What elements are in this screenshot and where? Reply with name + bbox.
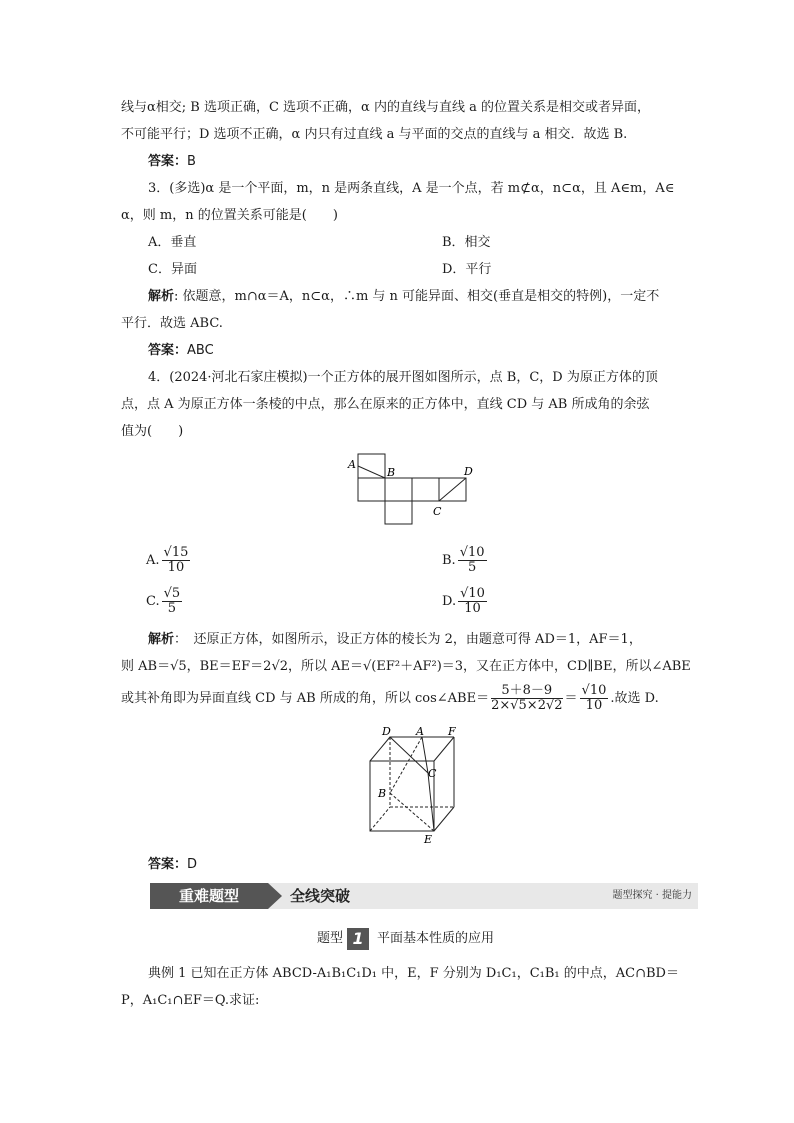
type-title: 平面基本性质的应用 [377,931,495,946]
q3-option-a[interactable]: A．垂直 [148,235,197,250]
answer-label: 答案： [148,343,188,358]
example-line-1: 典例 1 已知在正方体 ABCD-A₁B₁C₁D₁ 中，E，F 分别为 D₁C₁，C₁B₁ 的中点，AC∩BD＝ [148,966,679,981]
option-fraction: $\frac{√10}{10}$ [460,586,485,616]
banner-title: 重难题型 [150,883,268,909]
solution-text: : 依题意，m∩α＝A，n⊂α，∴m 与 n 可能异面、相交(垂直是相交的特例)，一定不 [174,289,660,304]
question-type-heading [317,928,494,950]
net-label-a: A [348,458,356,471]
answer-value: D [187,857,198,872]
q3-solution-2: 平行．故选 ABC. [121,316,223,331]
q3-line-1: 3．(多选)α 是一个平面，m，n 是两条直线，A 是一个点，若 m⊄α，n⊂α，且 A∈m，A∈ [148,181,675,196]
q4-solution-1 [148,631,642,649]
example-line-2: P，A₁C₁∩EF＝Q.求证: [121,993,260,1008]
net-label-b: B [387,466,396,479]
option-letter: C. [146,594,160,609]
answer-3 [148,856,197,874]
type-label: 题型 [317,931,344,946]
option-letter: A. [146,553,160,568]
option-fraction: $\frac{√15}{10}$ [163,545,189,575]
cube-label-b: B [378,787,387,800]
solution-label: 解析 [148,632,175,647]
cube-label-c: C [428,767,437,780]
banner-subtitle: 全线突破 [290,887,351,905]
cube-figure [360,725,470,847]
q4-option-c[interactable] [146,585,184,619]
equals-sign: ＝ [564,691,578,706]
q4-line-2: 点，点 A 为原正方体一条棱的中点，那么在原来的正方体中，直线 CD 与 AB 所成角的余弦 [121,397,650,412]
answer-1 [148,153,196,171]
type-number-badge: 1 [347,928,369,950]
answer-2 [148,342,214,360]
net-label-c: C [433,505,442,518]
option-letter: D. [442,594,457,609]
solution-text: 或其补角即为异面直线 CD 与 AB 所成的角，所以 cos∠ABE＝ [121,691,490,706]
banner-tagline: 题型探究 · 提能力 [612,890,692,901]
solution-text: .故选 D. [610,691,659,706]
q3-line-2: α，则 m，n 的位置关系可能是( ) [121,208,338,223]
answer-value: B [187,154,196,169]
cube-label-d: D [382,725,391,738]
q4-solution-2: 则 AB＝√5，BE＝EF＝2√2，所以 AE＝√(EF²＋AF²)＝3，又在正方体中，CD∥BE，所以∠ABE [121,659,691,674]
cube-label-e: E [424,833,433,846]
solution-text: ： 还原正方体，如图所示，设正方体的棱长为 2，由题意可得 AD＝1，AF＝1， [174,632,642,647]
cube-net-figure [343,450,483,538]
q4-option-a[interactable] [146,544,192,578]
net-label-d: D [464,465,473,478]
q3-solution-1 [148,288,659,306]
answer-value: ABC [187,343,214,358]
option-letter: B. [442,553,456,568]
para-line-2: 不可能平行；D 选项不正确，α 内只有过直线 a 与平面的交点的直线与 a 相交．故选 B. [121,127,628,142]
cos-result: $\frac{√10}{10}$ [581,683,607,713]
answer-label: 答案： [148,857,188,872]
cos-fraction: $\frac{5+8-9}{2\times√5\times 2√2}$ [491,683,563,713]
q4-line-3: 值为( ) [121,424,184,439]
option-fraction: $\frac{√10}{5}$ [459,545,485,575]
solution-label: 解析 [148,289,175,304]
cube-label-a: A [416,725,424,738]
banner-arrow [268,883,284,909]
answer-label: 答案： [148,154,188,169]
q4-line-1: 4．(2024·河北石家庄模拟)一个正方体的展开图如图所示，点 B，C，D 为原正方体的顶 [148,370,658,385]
section-banner [150,883,698,909]
option-fraction: $\frac{√5}{5}$ [163,586,181,616]
cube-label-f: F [448,725,456,738]
q4-option-b[interactable] [442,544,489,578]
para-line-1: 线与α相交; B 选项正确，C 选项不正确，α 内的直线与直线 a 的位置关系是相交或者异面， [121,100,650,115]
q3-option-d[interactable]: D．平行 [442,262,492,277]
q4-solution-3 [121,682,659,716]
q4-option-d[interactable] [442,585,489,619]
q3-option-c[interactable]: C．异面 [148,262,197,277]
q3-option-b[interactable]: B．相交 [442,235,491,250]
